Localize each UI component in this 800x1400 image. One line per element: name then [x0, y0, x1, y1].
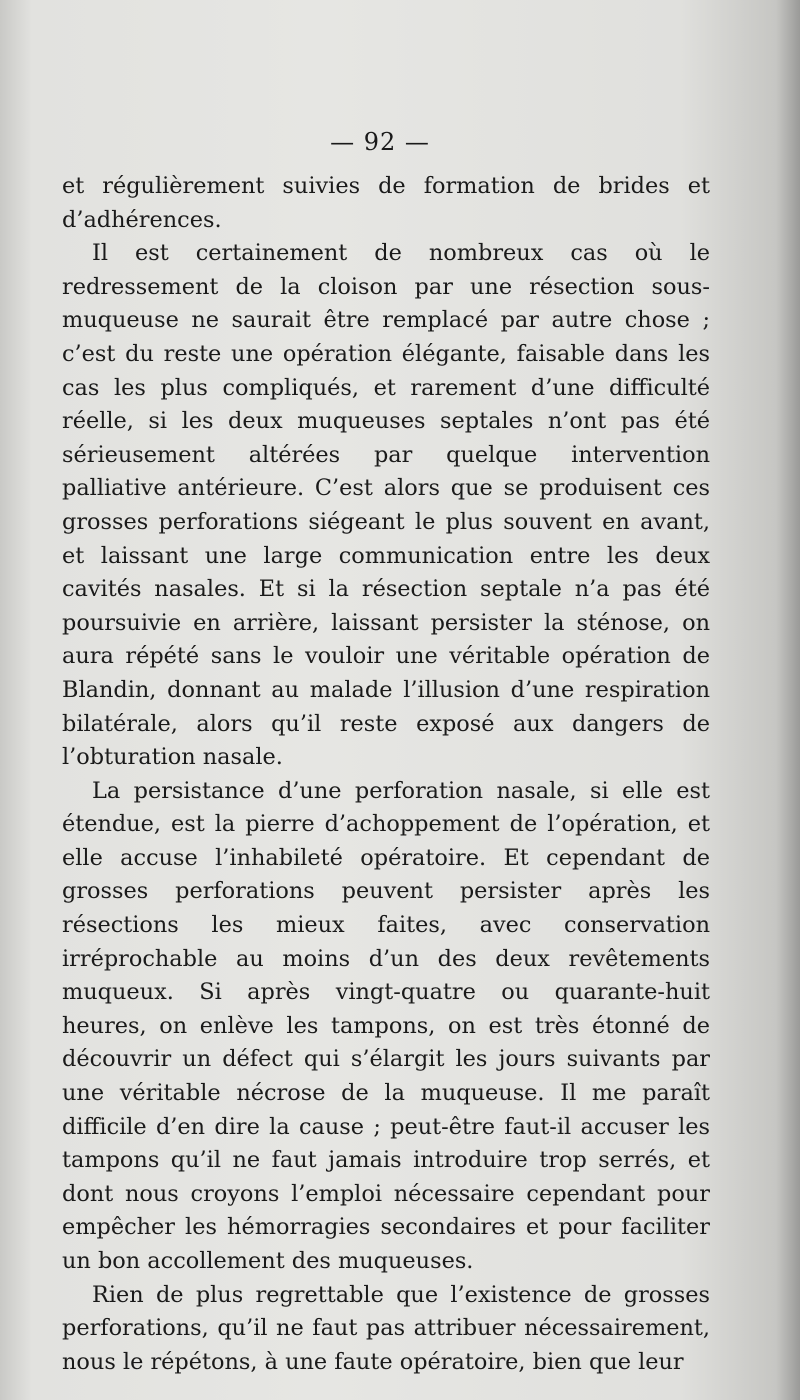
paragraph: Il est certainement de nombreux cas où le redressement de la cloison par une résection sous-muqueuse ne saurait être remplacé par autre chose ; c’est du reste une opération élégante, faisable dans les cas les plus compliqués, et rarement d’une difficulté réelle, si les deux muqueuses septales n’ont pas été sérieusement altérées par quelque intervention palliative antérieure. C’est alors que se produisent ces grosses perforations siégeant le plus souvent en avant, et laissant une large communication entre les deux cavités nasales. Et si la résection septale n’a pas été poursuivie en arrière, laissant persister la sténose, on aura répété sans le vouloir une véritable opération de Blandin, donnant au malade l’illusion d’une respiration bilatérale, alors qu’il reste exposé aux dangers de l’obturation nasale.	[62, 240, 710, 771]
paragraph: Rien de plus regrettable que l’existence de grosses perforations, qu’il ne faut pas attribuer nécessairement, nous le répétons, à une faute opératoire, bien que leur	[62, 1281, 710, 1375]
body-text	[62, 170, 710, 1379]
page-number: — 92 —	[330, 128, 430, 156]
paragraph: La persistance d’une perforation nasale, si elle est étendue, est la pierre d’achoppement de l’opération, et elle accuse l’inhabileté opératoire. Et cependant de grosses perforations peuvent persister après les résections les mieux faites, avec conservation irréprochable au moins d’un des deux revêtements muqueux. Si après vingt-quatre ou quarante-huit heures, on enlève les tampons, on est très étonné de découvrir un défect qui s’élargit les jours suivants par une véritable nécrose de la muqueuse. Il me paraît difficile d’en dire la cause ; peut-être faut-il accuser les tampons qu’il ne faut jamais introduire trop serrés, et dont nous croyons l’emploi nécessaire cependant pour empêcher les hémorragies secondaires et pour faciliter un bon accollement des muqueuses.	[62, 777, 710, 1274]
paragraph: et régulièrement suivies de formation de brides et d’adhérences.	[62, 173, 710, 233]
